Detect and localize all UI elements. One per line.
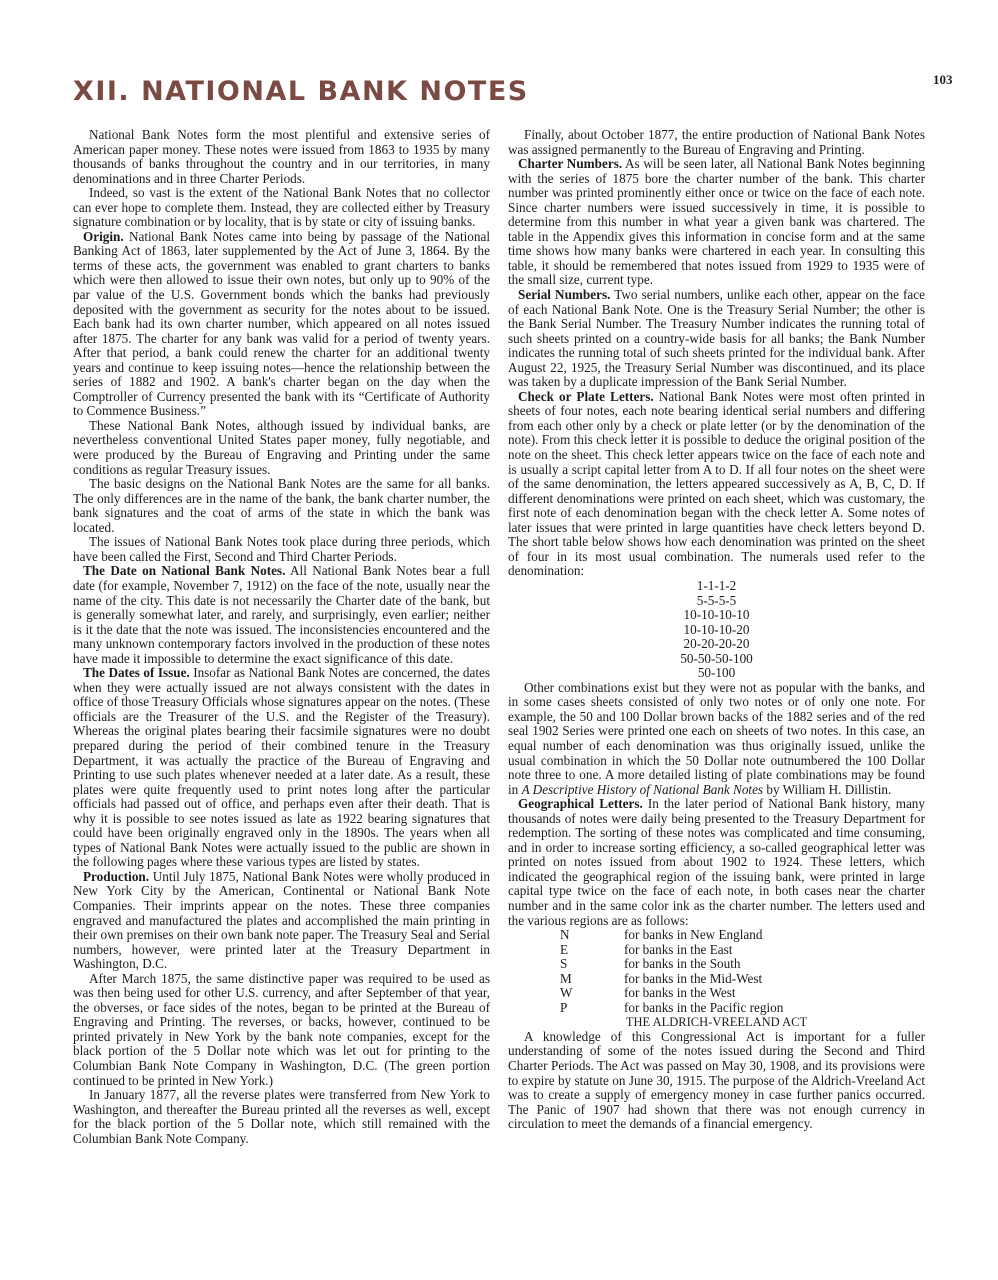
page-number: 103 [933,72,953,87]
run-in-heading: Check or Plate Letters. [518,388,654,404]
paragraph-text: National Bank Notes were most often printed in sheets of four notes, each note bearing identical serial numbers and differing from each other only by a check or plate letter (or by the denomination of the note). From this check letter it is possible to deduce the original position of the note on the sheet. This check letter appears twice on the face of each note and is usually a script capital letter from A to D. If all four notes on the sheet were of the same denomination, the letters appeared successively as A, B, C, D. If different denominations were printed on each sheet, which was customary, the first note of each denomination began with the check letter A. Some notes of later issues that were printed in large quantities have check letters beyond D. The short table below shows how each denomination was printed on the sheet of four in its most usual combination. The numerals used refer to the denomination: [508,388,925,579]
geographical-letters-list [560,928,925,1015]
region-letter: W [560,985,573,1001]
combination-item: 50-50-50-100 [680,650,753,666]
run-in-heading: Charter Numbers. [518,156,623,172]
paragraph-text: Until July 1875, National Bank Notes were wholly produced in New York City by the American, Continental or National Bank Note Companies. Their imprints appear on the notes. These three companies engraved and manufactured the plates and accomplished the main printing in their own premises on their own bank note paper. The Treasury Seal and Serial numbers, however, were printed later at the Treasury Department in Washington, D.C. [73,868,490,972]
paragraph-text: Two serial numbers, unlike each other, appear on the face of each National Bank Note. One is the Treasury Serial Number; the other is the Bank Serial Number. The Treasury Number indicates the running total of such sheets printed on a country-wide basis for all banks; the Bank Number indicates the running total of such sheets printed for the individual bank. After August 22, 1925, the Treasury Serial Number was discontinued, and its place was taken by a duplicate impression of the Bank Serial Number. [508,287,925,390]
run-in-heading: The Dates of Issue. [83,665,190,681]
paragraph-date [73,564,490,666]
combination-item: 1-1-1-2 [696,577,737,593]
paragraph-production [73,870,490,972]
paragraph: Indeed, so vast is the extent of the National Bank Notes that no collector can ever hope to complete them. Instead, they are collected either by Treasury signature combination or by locality, that is by state or city of issuing banks. [73,185,490,230]
paragraph-serial [508,288,925,390]
left-column [73,128,490,1146]
list-item [560,1001,925,1016]
region-letter: P [560,999,568,1015]
run-in-heading: Origin. [83,228,124,244]
region-letter: S [560,956,568,972]
paragraph-geographical [508,797,925,928]
paragraph-text: In the later period of National Bank history, many thousands of notes were daily being presented to the Treasury Department for redemption. The sorting of these notes was complicated and time consuming, and in order to increase sorting efficiency, a so-called geographical letter was printed on notes issued from about 1902 to 1924. These letters, which indicated the geographical region of the issuing bank, were printed in large capital type twice on the face of each note, in both cases near the charter number and in the same color ink as the charter number. The letters used and the various regions are as follows: [508,796,925,928]
run-in-heading: Geographical Letters. [518,796,643,812]
paragraph-other-combinations [508,681,925,797]
paragraph-text: As will be seen later, all National Bank Notes beginning with the series of 1875 bore the charter number of the bank. This charter number was printed prominently either once or twice on the face of each note. Since charter numbers were issued successively in time, it is possible to determine from this number in what year a given bank was chartered. The table in the Appendix gives this information in concise form and at the same time shows how many banks were chartered in each year. In consulting this table, it should be remembered that notes issued from 1929 to 1935 were of the small size, current type. [508,156,925,288]
combination-item: 50-100 [697,665,736,681]
list-item [560,928,925,943]
list-item [560,943,925,958]
list-item [560,957,925,972]
region-description: for banks in the East [624,941,733,957]
run-in-heading: The Date on National Bank Notes. [83,563,286,579]
paragraph-text: All National Bank Notes bear a full date (for example, November 7, 1912) on the face of the note, usually near the name of the city. This date is not necessarily the Charter date of the bank, but is generally somewhat later, and rarely, and surprisingly, even earlier; neither is it the date that the note was issued. The inconsistencies encountered and the many unknown contemporary factors involved in the production of these notes have made it impossible to determine the exact significance of this date. [73,563,491,666]
paragraph-origin [73,230,490,419]
paragraph-text: Insofar as National Bank Notes are concerned, the dates when they were actually issued are not always consistent with the dates in office of those Treasury Officials whose signatures appear on the notes. (These officials are the Treasurer of the U.S. and the Register of the Treasury). Whereas the original plates bearing their facsimile signatures were no doubt prepared during the period of their combined tenure in the Treasury Department, it was actually the practice of the Bureau of Engraving and Printing to use such plates whenever needed at a later date. As a result, these plates were quite frequently used to print notes long after the particular officials had passed out of office, and perhaps even after their death. That is why it is possible to see notes issued as late as 1922 bearing signatures that could have been originally engraved only in the 1890s. The years when all types of National Bank Notes were actually issued to the public are shown in the following pages where these various types are listed by states. [73,665,490,870]
paragraph: A knowledge of this Congressional Act is important for a fuller understanding of some of the notes issued during the Second and Third Charter Periods. The Act was passed on May 30, 1908, and its provisions were to expire by statute on June 30, 1915. The purpose of the Aldrich-Vreeland Act was to create a supply of emergency money in case further panics occurred. The Panic of 1907 had shown that there was not enough currency in circulation to meet the demands of a financial emergency. [508,1028,925,1132]
chapter-title: XII. NATIONAL BANK NOTES [73,76,529,107]
region-letter: E [560,941,569,957]
paragraph-charter [508,157,925,288]
region-letter: M [560,970,572,986]
paragraph-text: by William H. Dillistin. [763,781,892,797]
right-column [508,128,925,1132]
section-title: THE ALDRICH-VREELAND ACT [625,1015,808,1030]
paragraph: The basic designs on the National Bank Notes are the same for all banks. The only differences are in the name of the bank, the bank charter number, the bank signatures and the coat of arms of the state in which the bank was located. [73,476,490,535]
region-letter: N [560,927,570,943]
run-in-heading: Serial Numbers. [518,287,611,303]
region-description: for banks in New England [624,927,763,943]
region-description: for banks in the South [624,956,741,972]
book-title: A Descriptive History of National Bank Notes [521,781,764,797]
paragraph: The issues of National Bank Notes took place during three periods, which have been called the First, Second and Third Charter Periods. [73,534,490,564]
region-description: for banks in the Pacific region [624,999,784,1015]
list-item [560,986,925,1001]
combination-item: 10-10-10-10 [683,607,750,623]
list-item [560,972,925,987]
paragraph-check [508,390,925,579]
region-description: for banks in the West [624,985,736,1001]
run-in-heading: Production. [83,868,150,884]
paragraph-text: Other combinations exist but they were not as popular with the banks, and in some cases sheets consisted of only two notes or of only one note. For example, the 50 and 100 Dollar brown backs of the 1882 series and of the red seal 1902 Series were printed one each on sheets of two notes. In this case, an equal number of each denomination was thus originally issued, unlike the usual combination in which the 50 Dollar note outnumbered the 100 Dollar note three to one. A more detailed listing of plate combinations may be found in [508,679,925,797]
denomination-combinations [508,579,925,681]
paragraph-text: National Bank Notes came into being by passage of the National Banking Act of 1863, later supplemented by the Act of June 3, 1864. By the terms of these acts, the government was enabled to grant charters to banks which were then allowed to issue their own notes, but only up to 90% of the par value of the U.S. Government bonds which the banks had previously deposited with the government as security for the notes about to be issued. Each bank had its own charter number, which appeared on all notes issued after 1875. The charter for any bank was valid for a period of twenty years. After that period, a bank could renew the charter for an additional twenty years and continue to keep issuing notes—hence the relationship between the series of 1882 and 1902. A bank's charter began on the day when the Comptroller of Currency presented the bank with its “Certificate of Authority to Commence Business.” [73,228,490,419]
combination-item: 5-5-5-5 [696,592,737,608]
paragraph: After March 1875, the same distinctive paper was required to be used as was then being used for other U.S. currency, and after September of that year, the obverses, or face sides of the notes, began to be printed at the Bureau of Engraving and Printing. The reverses, or backs, however, continued to be printed privately in New York by the bank note companies, except for the black portion of the 5 Dollar note which was let out for printing to the Columbian Bank Note Company in Washington, D.C. (The green portion continued to be printed in New York.) [73,970,490,1088]
paragraph: National Bank Notes form the most plentiful and extensive series of American paper money. These notes were issued from 1863 to 1935 by many thousands of banks throughout the country and in our territories, in many denominations and in three Charter Periods. [73,127,490,186]
paragraph: Finally, about October 1877, the entire production of National Bank Notes was assigned permanently to the Bureau of Engraving and Printing. [508,127,925,157]
combination-item: 20-20-20-20 [683,636,750,652]
combination-item: 10-10-10-20 [683,621,750,637]
paragraph: These National Bank Notes, although issued by individual banks, are nevertheless conventional United States paper money, fully negotiable, and were produced by the Bureau of Engraving and Printing under the same conditions as regular Treasury issues. [73,417,490,477]
paragraph-issue [73,666,490,870]
region-description: for banks in the Mid-West [624,970,763,986]
paragraph: In January 1877, all the reverse plates were transferred from New York to Washington, and thereafter the Bureau printed all the reverses as well, except for the black portion of the 5 Dollar note, which still remained with the Columbian Bank Note Company. [73,1087,490,1146]
